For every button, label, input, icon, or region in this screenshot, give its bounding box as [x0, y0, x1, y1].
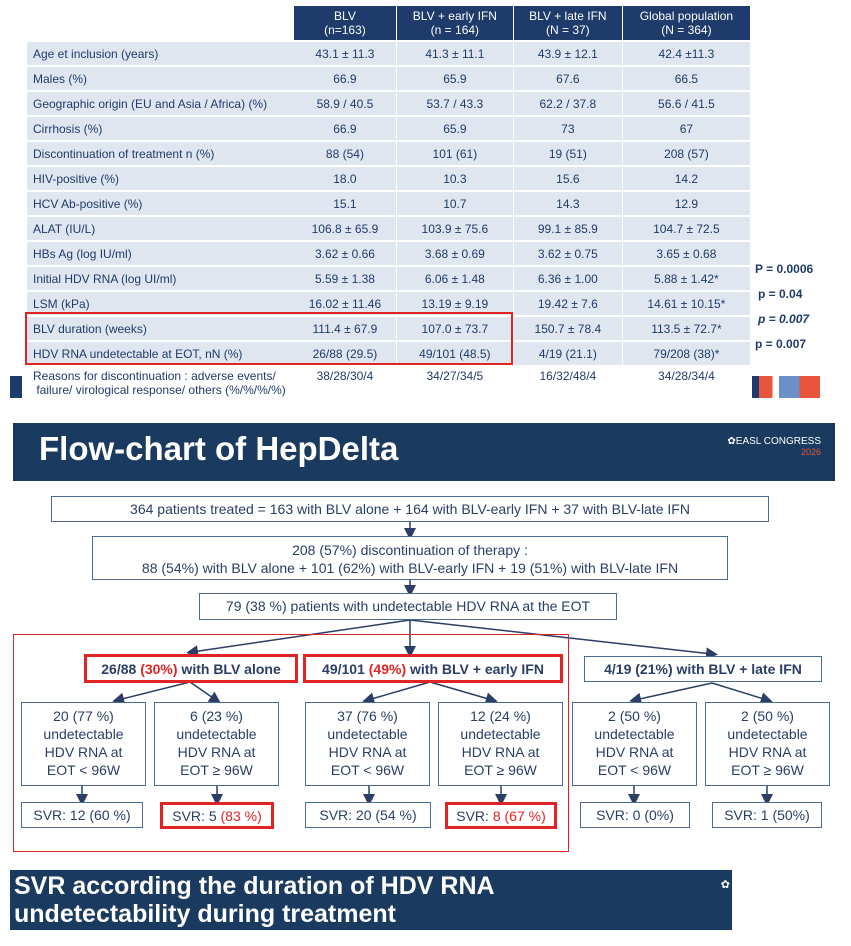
flow-box-discontinuation: 208 (57%) discontinuation of therapy : 88 (54%) with BLV alone + 101 (62%) with BLV-early IFN + 19 (51%) with BLV-late IFN [92, 536, 728, 580]
flow-sub-box: 12 (24 %) undetectable HDV RNA at EOT ≥ 96W [438, 702, 563, 786]
easl-logo: ✿EASL CONGRESS 2026 [727, 436, 821, 457]
table-row: Males (%) 66.9 65.9 67.6 66.5 [27, 67, 751, 92]
flow-sub-box: 2 (50 %) undetectable HDV RNA at EOT < 96W [572, 702, 697, 786]
table-row: Geographic origin (EU and Asia / Africa) (%) 58.9 / 40.5 53.7 / 43.3 62.2 / 37.8 56.6 / 41.5 [27, 92, 751, 117]
page-title: Flow-chart of HepDelta [39, 430, 399, 467]
flow-sub-box: 2 (50 %) undetectable HDV RNA at EOT ≥ 96W [705, 702, 830, 786]
col-header: Global population (N = 364) [623, 6, 751, 42]
table-row: HBs Ag (log IU/ml) 3.62 ± 0.66 3.68 ± 0.69 3.62 ± 0.75 3.65 ± 0.68 [27, 242, 751, 267]
svr-box: SVR: 1 (50%) [712, 802, 822, 828]
logo-icon: ✿ [720, 879, 730, 891]
col-header: BLV (n=163) [294, 6, 397, 42]
svr-box: SVR: 20 (54 %) [305, 802, 431, 828]
logo-icon: ✿ [727, 436, 736, 447]
slide-header-svr [10, 870, 732, 930]
table-row: BLV duration (weeks) 111.4 ± 67.9 107.0 ± 73.7 150.7 ± 78.4 113.5 ± 72.7* [27, 317, 751, 342]
table-row: HDV RNA undetectable at EOT, nN (%) 26/88 (29.5) 49/101 (48.5) 4/19 (21.1) 79/208 (38)* [27, 342, 751, 367]
p-value: p = 0.007 [758, 312, 810, 326]
table-row: ALAT (IU/L) 106.8 ± 65.9 103.9 ± 75.6 99.1 ± 85.9 104.7 ± 72.5 [27, 217, 751, 242]
col-header: BLV + early IFN (n = 164) [397, 6, 514, 42]
flow-sub-box: 20 (77 %) undetectable HDV RNA at EOT < 96W [21, 702, 146, 786]
table-row: Cirrhosis (%) 66.9 65.9 73 67 [27, 117, 751, 142]
flow-group-blv-alone: 26/88 (30%) with BLV alone [84, 654, 298, 683]
flow-box-treated: 364 patients treated = 163 with BLV alone + 164 with BLV-early IFN + 37 with BLV-late IFN [51, 496, 769, 522]
flow-sub-box: 37 (76 %) undetectable HDV RNA at EOT < 96W [305, 702, 430, 786]
p-value: p = 0.007 [755, 337, 807, 351]
flow-box-undetectable: 79 (38 %) patients with undetectable HDV RNA at the EOT [199, 593, 617, 620]
slide-title: SVR according the duration of HDV RNA undetectability during treatment [14, 872, 495, 928]
table-row: Initial HDV RNA (log UI/ml) 5.59 ± 1.38 6.06 ± 1.48 6.36 ± 1.00 5.88 ± 1.42* [27, 267, 751, 292]
flow-group-blv-early-ifn: 49/101 (49%) with BLV + early IFN [303, 654, 563, 683]
p-value: P = 0.0006 [755, 262, 814, 276]
svr-box-highlight: SVR: 8 (67 %) [445, 802, 557, 829]
table-row: Reasons for discontinuation : adverse events/ failure/ virological response/ others (%/%/%/%) 38/28/30/4 34/27/34/5 16/32/48/4 34/28/34/4 [27, 367, 751, 403]
flow-group-blv-late-ifn: 4/19 (21%) with BLV + late IFN [584, 656, 822, 682]
flow-sub-box: 6 (23 %) undetectable HDV RNA at EOT ≥ 96W [154, 702, 279, 786]
table-row: HCV Ab-positive (%) 15.1 10.7 14.3 12.9 [27, 192, 751, 217]
col-header: BLV + late IFN (N = 37) [514, 6, 623, 42]
svr-box: SVR: 0 (0%) [580, 802, 690, 828]
table-row: Discontinuation of treatment n (%) 88 (54) 101 (61) 19 (51) 208 (57) [27, 142, 751, 167]
table-row: HIV-positive (%) 18.0 10.3 15.6 14.2 [27, 167, 751, 192]
svr-box-highlight: SVR: 5 (83 %) [160, 802, 274, 829]
p-value: p = 0.04 [758, 287, 803, 301]
table-row: LSM (kPa) 16.02 ± 11.46 13.19 ± 9.19 19.42 ± 7.6 14.61 ± 10.15* [27, 292, 751, 317]
svr-box: SVR: 12 (60 %) [21, 802, 143, 828]
table-row: Age et inclusion (years) 43.1 ± 11.3 41.3 ± 11.1 43.9 ± 12.1 42.4 ±11.3 [27, 42, 751, 67]
